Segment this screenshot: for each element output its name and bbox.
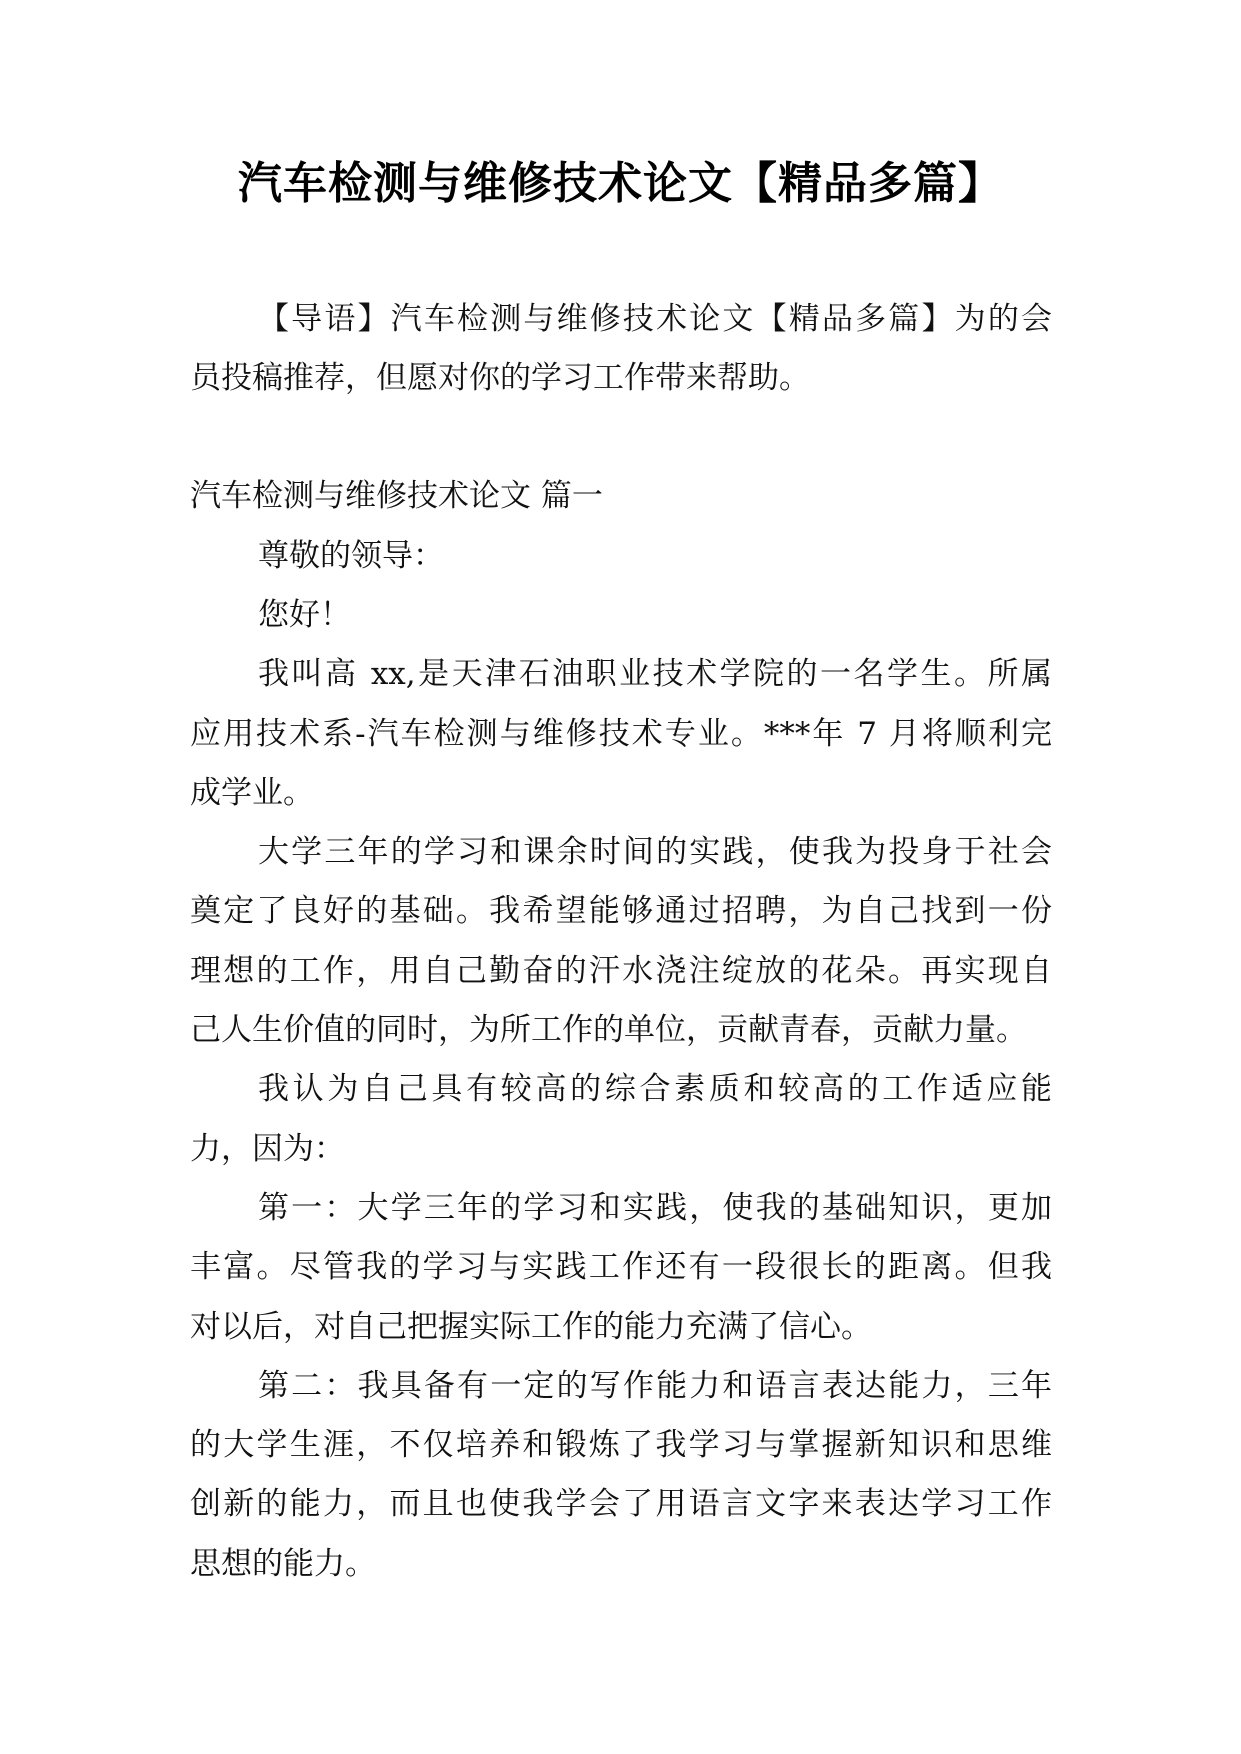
paragraph-line: 的大学生涯，不仅培养和锻炼了我学习与掌握新知识和思维 — [190, 1427, 1052, 1464]
blank-line — [190, 408, 1052, 467]
paragraph-line: 应用技术系-汽车检测与维修技术专业。***年 7 月将顺利完 — [190, 715, 1052, 752]
intro-line: 【导语】汽车检测与维修技术论文【精品多篇】为的会 — [258, 300, 1052, 337]
paragraph-line: 奠定了良好的基础。我希望能够通过招聘，为自己找到一份 — [190, 893, 1052, 930]
greeting: 您好！ — [258, 596, 351, 633]
paragraph — [190, 1179, 1052, 1357]
paragraph-line: 力，因为： — [190, 1130, 345, 1167]
paragraph-line: 对以后，对自己把握实际工作的能力充满了信心。 — [190, 1308, 872, 1345]
paragraph-line: 大学三年的学习和课余时间的实践，使我为投身于社会 — [258, 834, 1052, 871]
paragraph-line: 理想的工作，用自己勤奋的汗水浇注绽放的花朵。再实现自 — [190, 952, 1052, 989]
paragraph-line: 思想的能力。 — [190, 1545, 376, 1582]
paragraph-line: 第一：大学三年的学习和实践，使我的基础知识，更加 — [258, 1189, 1052, 1226]
paragraph — [190, 645, 1052, 823]
paragraph-line: 己人生价值的同时，为所工作的单位，贡献青春，贡献力量。 — [190, 1012, 1027, 1049]
paragraph-line: 第二：我具备有一定的写作能力和语言表达能力，三年 — [258, 1367, 1052, 1404]
paragraph-line: 我叫高 xx,是天津石油职业技术学院的一名学生。所属 — [258, 656, 1052, 693]
document-title: 汽车检测与维修技术论文【精品多篇】 — [238, 158, 1003, 209]
section-heading: 汽车检测与维修技术论文 篇一 — [190, 478, 603, 515]
document-body — [190, 290, 1052, 1595]
paragraph-line: 丰富。尽管我的学习与实践工作还有一段很长的距离。但我 — [190, 1249, 1052, 1286]
paragraph-line: 创新的能力，而且也使我学会了用语言文字来表达学习工作 — [190, 1486, 1052, 1523]
paragraph-line: 我认为自己具有较高的综合素质和较高的工作适应能 — [258, 1071, 1052, 1108]
intro-line: 员投稿推荐，但愿对你的学习工作带来帮助。 — [190, 359, 810, 396]
paragraph-line: 成学业。 — [190, 774, 314, 811]
paragraph — [190, 823, 1052, 1060]
paragraph — [190, 1060, 1052, 1179]
intro-paragraph — [190, 290, 1052, 409]
paragraph — [190, 1357, 1052, 1594]
salutation: 尊敬的领导： — [258, 537, 444, 574]
